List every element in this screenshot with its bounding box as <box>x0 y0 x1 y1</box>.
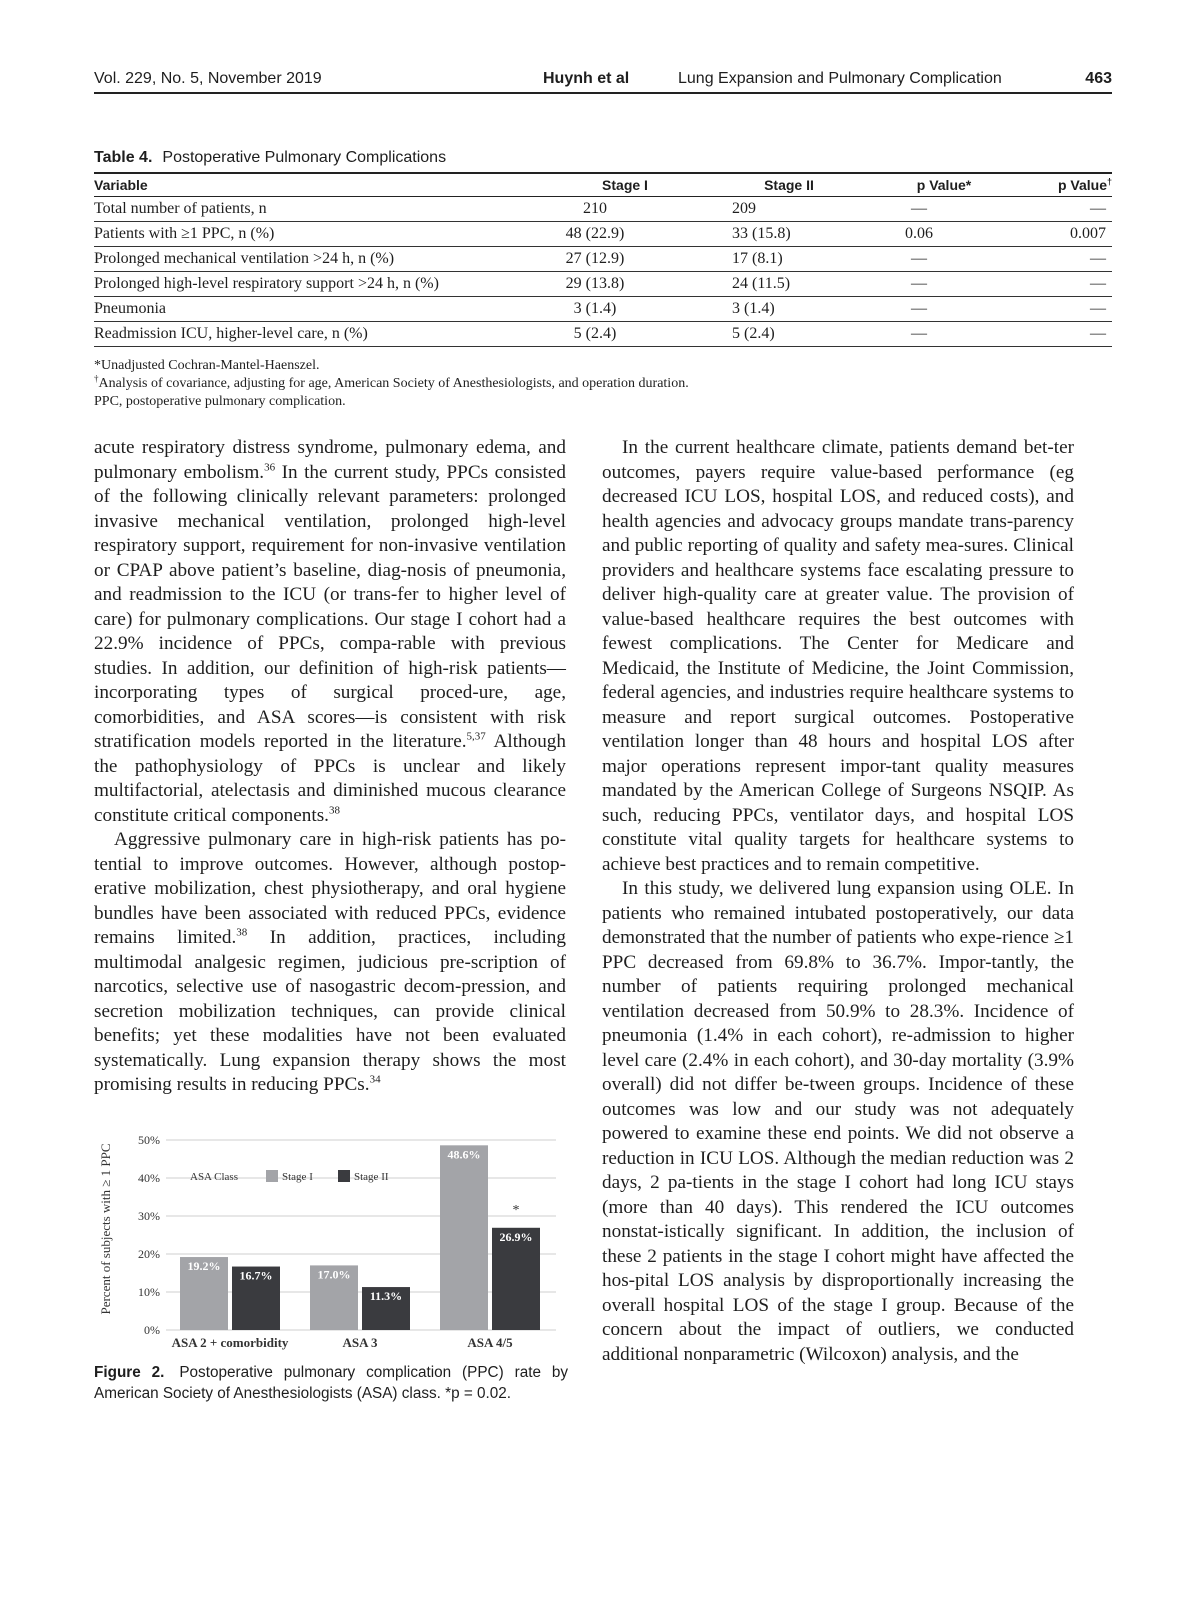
page-number: 463 <box>1085 70 1112 87</box>
bar-data-label: 16.7% <box>239 1268 273 1283</box>
table-cell: 209 <box>676 196 842 221</box>
complications-table <box>94 172 1112 347</box>
running-title: Lung Expansion and Pulmonary Complication <box>678 70 1002 87</box>
text-run: In addition, practices, including multimodal analgesic regimen, judicious pre-scription of narcotics, selective use of nasogastric decom-pression, and secretion mobilization techniques, can provide clinical benefits; yet these modalities have not been evaluated systematically. Lung expansion therapy shows the most promising results in reducing PPCs. <box>94 927 566 1095</box>
table-cell: — <box>996 296 1112 321</box>
table-cell: 5 (2.4) <box>514 321 676 346</box>
legend-label: Stage II <box>354 1171 389 1183</box>
footnote <box>94 375 689 393</box>
bar-data-label: 48.6% <box>447 1147 481 1162</box>
col-header: Stage I <box>514 173 676 196</box>
table-cell: Readmission ICU, higher-level care, n (%) <box>94 321 514 346</box>
citation: 34 <box>369 1073 381 1086</box>
figure-2 <box>94 1122 572 1358</box>
table-cell: 3 (1.4) <box>514 296 676 321</box>
table-row <box>94 196 1112 221</box>
x-category-label: ASA 4/5 <box>467 1335 513 1350</box>
table-cell: — <box>842 196 996 221</box>
table-footnotes <box>94 357 689 411</box>
bar-data-label: 19.2% <box>187 1259 221 1274</box>
col-header-text: p Value <box>1057 176 1107 193</box>
y-tick-label: 30% <box>138 1209 160 1223</box>
table-cell: — <box>996 321 1112 346</box>
table-cell: 27 (12.9) <box>514 246 676 271</box>
figure-caption <box>94 1362 568 1404</box>
text-run: In the current study, PPCs consisted of the following clinically relevant parameters: prolonged invasive mechanical ventilation, prolonged high-level respiratory support, requirement for non-invasive ventilation or CPAP above patient’s baseline, diag-nosis of pneumonia, and readmission to the ICU (or trans-fer to higher level of care) for pulmonary complications. Our stage I cohort had a 22.9% incidence of PPCs, compa-rable with previous studies. In addition, our definition of high-risk patients—incorporating types of surgical proced-ure, age, comorbidities, and ASA scores—is consistent with risk stratification models reported in the literature. <box>94 461 566 752</box>
footnote: PPC, postoperative pulmonary complication. <box>94 394 346 409</box>
table-cell: Prolonged mechanical ventilation >24 h, n (%) <box>94 246 514 271</box>
table-cell: 5 (2.4) <box>676 321 842 346</box>
table-cell: — <box>842 296 996 321</box>
table-cell: Prolonged high-level respiratory support >24 h, n (%) <box>94 271 514 296</box>
footnote-text: Analysis of covariance, adjusting for age, American Society of Anesthesiologists, and operation duration. <box>98 376 689 391</box>
table-cell: — <box>996 196 1112 221</box>
significance-marker: * <box>512 1202 520 1218</box>
table-cell: — <box>842 321 996 346</box>
paragraph: In this study, we delivered lung expansion using OLE. In patients who remained intubated postoperatively, our data demonstrated that the number of patients who expe-rience ≥1 PPC decreased from 69.8% to 36.7%. Impor-tantly, the number of patients requiring prolonged mechanical ventilation decreased from 50.9% to 28.3%. Incidence of pneumonia (1.4% in each cohort), re-admission to higher level care (2.4% in each cohort), and 30-day mortality (3.9% overall) did not differ be-tween groups. Incidence of these outcomes was low and our study was not adequately powered to examine these end points. We did not observe a reduction in ICU LOS. Although the median reduction was 2 days, 2 pa-tients in the stage I cohort had long ICU stays (more than 40 days). This rendered the ICU outcomes nonstat-istically significant. In addition, the inclusion of these 2 patients in the stage I cohort might have affected the hos-pital LOS analysis by disproportionally increasing the overall hospital LOS of the stage I group. Because of the concern about the impact of outliers, we conducted additional nonparametric (Wilcoxon) analysis, and the <box>602 878 1074 1365</box>
table-cell: — <box>842 271 996 296</box>
dagger-mark: † <box>1106 176 1112 187</box>
table-cell: — <box>996 271 1112 296</box>
running-authors: Huynh et al <box>543 70 630 87</box>
dagger-mark: † <box>94 373 99 384</box>
y-tick-label: 10% <box>138 1285 160 1299</box>
table-cell: — <box>996 246 1112 271</box>
table-cell: 17 (8.1) <box>676 246 842 271</box>
table-label: Table 4. <box>94 149 153 166</box>
table-cell: 0.06 <box>842 221 996 246</box>
table-row <box>94 321 1112 346</box>
citation: 38 <box>236 926 248 939</box>
figure-caption-text: Postoperative pulmonary complication (PPC) rate by American Society of Anesthesiologists (ASA) class. *p = 0.02. <box>94 1364 569 1402</box>
table-cell: 33 (15.8) <box>676 221 842 246</box>
col-header: Variable <box>94 173 514 196</box>
bar <box>440 1145 488 1330</box>
paragraph: In the current healthcare climate, patients demand bet-ter outcomes, payers require value-based performance (eg decreased ICU LOS, hospital LOS, and reduced costs), and health agencies and advocacy groups mandate trans-parency and public reporting of quality and safety mea-sures. Clinical providers and healthcare systems face escalating pressure to deliver high-quality care at greater value. The provision of value-based healthcare requires the best outcomes with fewest complications. The Center for Medicare and Medicaid, the Institute of Medicine, the Joint Commission, federal agencies, and industries require healthcare systems to measure and report surgical outcomes. Postoperative ventilation longer than 48 hours and hospital LOS after major operations represent impor-tant quality measures mandated by the American College of Surgeons NSQIP. As such, reducing PPCs, ventilator days, and hospital LOS constitute vital quality targets for healthcare systems to achieve best practices and to remain competitive. <box>602 437 1074 875</box>
col-header <box>996 173 1112 196</box>
table-cell: — <box>842 246 996 271</box>
journal-volume: Vol. 229, No. 5, November 2019 <box>94 70 322 87</box>
col-header: p Value* <box>842 173 996 196</box>
y-tick-label: 20% <box>138 1247 160 1261</box>
table-cell: Pneumonia <box>94 296 514 321</box>
paragraph <box>94 436 566 828</box>
table-row <box>94 246 1112 271</box>
x-category-label: ASA 3 <box>342 1335 378 1350</box>
y-tick-label: 0% <box>144 1323 160 1337</box>
left-column <box>94 436 566 1098</box>
table-cell: 29 (13.8) <box>514 271 676 296</box>
running-header <box>94 66 1112 94</box>
table-row <box>94 221 1112 246</box>
table-cell: Patients with ≥1 PPC, n (%) <box>94 221 514 246</box>
bar-data-label: 11.3% <box>369 1289 403 1304</box>
table-row <box>94 271 1112 296</box>
text-run: acute respiratory distress syndrome, pulmonary edema, and pulmonary embolism. <box>94 437 566 483</box>
citation: 38 <box>328 804 340 817</box>
table-cell: 210 <box>514 196 676 221</box>
table-cell: 48 (22.9) <box>514 221 676 246</box>
citation: 36 <box>264 461 276 474</box>
legend-title: ASA Class <box>190 1171 238 1183</box>
text-run: Although the pathophysiology of PPCs is unclear and likely multifactorial, atelectasis and diminished mucous clearance constitute critical components. <box>94 731 566 826</box>
footnote: *Unadjusted Cochran-Mantel-Haenszel. <box>94 358 320 373</box>
paragraph <box>94 828 566 1098</box>
y-tick-label: 40% <box>138 1171 160 1185</box>
col-header: Stage II <box>676 173 842 196</box>
text-run: Aggressive pulmonary care in high-risk patients has po-tential to improve outcomes. However, although postop-erative mobilization, chest physiotherapy, and oral hygiene bundles have been associated with reduced PPCs, evidence remains limited. <box>94 829 566 948</box>
legend-swatch <box>266 1170 278 1182</box>
legend-swatch <box>338 1170 350 1182</box>
figure-label: Figure 2. <box>94 1364 165 1381</box>
table-cell: Total number of patients, n <box>94 196 514 221</box>
table-row <box>94 296 1112 321</box>
bar-data-label: 26.9% <box>499 1229 533 1244</box>
table-cell: 24 (11.5) <box>676 271 842 296</box>
bar-data-label: 17.0% <box>317 1267 351 1282</box>
y-tick-label: 50% <box>138 1133 160 1147</box>
legend-label: Stage I <box>282 1171 313 1183</box>
ppc-bar-chart <box>94 1122 572 1358</box>
table-title: Postoperative Pulmonary Complications <box>162 149 447 166</box>
right-column <box>602 436 1074 1367</box>
table-caption <box>94 149 446 167</box>
y-axis-label: Percent of subjects with ≥ 1 PPC <box>98 1143 113 1315</box>
table-cell: 0.007 <box>996 221 1112 246</box>
table-cell: 3 (1.4) <box>676 296 842 321</box>
x-category-label: ASA 2 + comorbidity <box>171 1335 289 1350</box>
table-header-row <box>94 173 1112 196</box>
citation: 5,37 <box>466 730 486 743</box>
